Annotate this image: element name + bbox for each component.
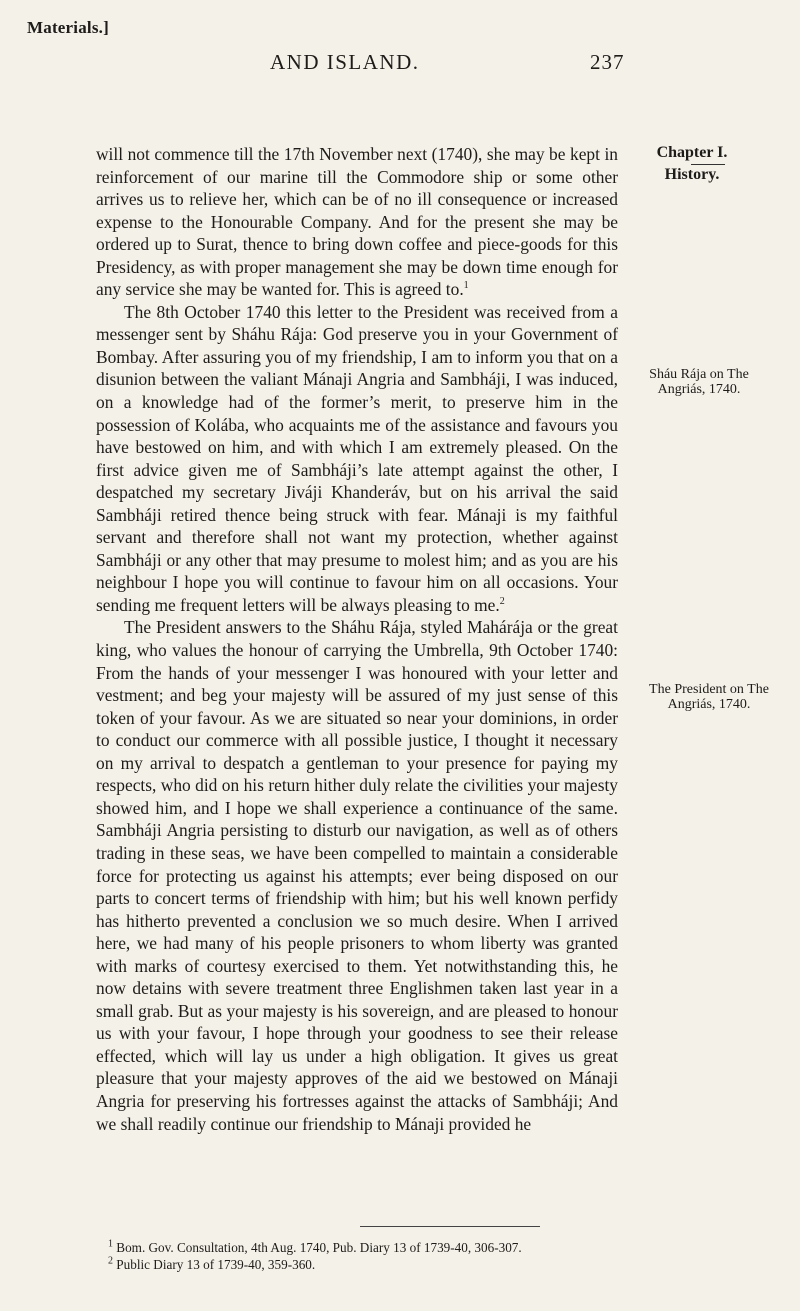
section-marker: Materials.] (27, 18, 109, 37)
footnote-1-mark: 1 (108, 1238, 113, 1250)
footnote-2-mark: 2 (108, 1255, 113, 1267)
margin-note-chapter (645, 143, 739, 185)
margin-note-shahu-raja: Sháu Rája on The Angriás, 1740. (649, 367, 749, 397)
footnote-ref-1: 1 (463, 280, 469, 292)
paragraph-1-text: will not commence till the 17th November next (1740), she may be kept in reinforcement of our marine till the Commodore ship or some other arrives us to relieve her, which can be of no ill consequence or increased expense to the Honourable Company. And for the present she may be ordered up to Surat, thence to bring down coffee and piece-goods for this Presidency, as with proper management she may be down time enough for any service she may be wanted for. This is agreed to. (96, 144, 618, 300)
footnote-ref-2: 2 (499, 596, 505, 608)
paragraph-1 (96, 143, 618, 301)
paragraph-3 (96, 616, 618, 1135)
footnote-divider (360, 1226, 540, 1227)
paragraph-2-text: The 8th October 1740 this letter to the President was received from a messenger sent by Sháhu Rája: God preserve you in your Government of Bombay. After assuring you of my friendship, I am to inform you that on a disunion between the valiant Mánaji Angria and Sambháji, I was induced, on a knowledge had of the former’s merit, to preserve him in the possession of Kolába, who acquaints me of the assistance and favours you have bestowed on him, and with which I am extremely pleased. On the first advice given me of Sambháji’s late attempt against the other, I despatched my secretary Jiváji Khanderáv, but on his arrival the said Sambháji retired thence being struck with fear. Mánaji is my faithful servant and therefore shall not want my protection, whether against Sambháji or any other that may presume to molest him; and as you are his neighbour I hope you will continue to favour him on all occasions. Your sending me frequent letters will be always pleasing to me. (96, 301, 618, 615)
paragraph-2 (96, 301, 618, 617)
margin-note-president: The President on The Angriás, 1740. (649, 682, 769, 712)
history-label: History. (664, 166, 720, 183)
footnote-1 (108, 1239, 628, 1256)
body-text (96, 143, 618, 1135)
footnote-1-text: Bom. Gov. Consultation, 4th Aug. 1740, Pub. Diary 13 of 1739-40, 306-307. (116, 1240, 522, 1255)
running-head: AND ISLAND. (270, 50, 420, 74)
chapter-label: Chapter I. (656, 144, 728, 161)
footnote-2-text: Public Diary 13 of 1739-40, 359-360. (116, 1257, 316, 1272)
footnotes (108, 1239, 628, 1273)
page-number: 237 (590, 50, 625, 74)
footnote-2 (108, 1256, 628, 1273)
paragraph-3-text: The President answers to the Sháhu Rája, styled Mahárája or the great king, who values the honour of carrying the Umbrella, 9th October 1740: From the hands of your messenger I was honoured with your letter and vestment; and beg your majesty will be assured of my just sense of this token of your favour. As we are situated so near your dominions, in order to conduct our commerce with all possible justice, I thought it necessary on my arrival to despatch a gentleman to your presence for paying my respects, who did on his return hither duly relate the civilities your majesty showed him, and I hope we shall experience a continuance of the same. Sambháji Angria persisting to disturb our navigation, as well as of others trading in these seas, we have been compelled to maintain a considerable force for protecting us against his attempts; ever being disposed on our parts to concert terms of friendship with him; but his well known perfidy has hitherto prevented a conclusion we so much desire. When I arrived here, we had many of his people prisoners to whom liberty was granted with marks of courtesy exercised to them. Yet notwithstanding this, he now detains with severe treatment three Englishmen taken last year in a small grab. But as your majesty is his sovereign, and are pleased to honour us with your favour, I hope through your goodness to see their release effected, which will lay us under a high obligation. It gives us great pleasure that your majesty approves of the aid we bestowed on Mánaji Angria for preserving his fortresses against the attacks of Sambháji; And we shall readily continue our friendship to Mánaji provided he (96, 617, 618, 1134)
